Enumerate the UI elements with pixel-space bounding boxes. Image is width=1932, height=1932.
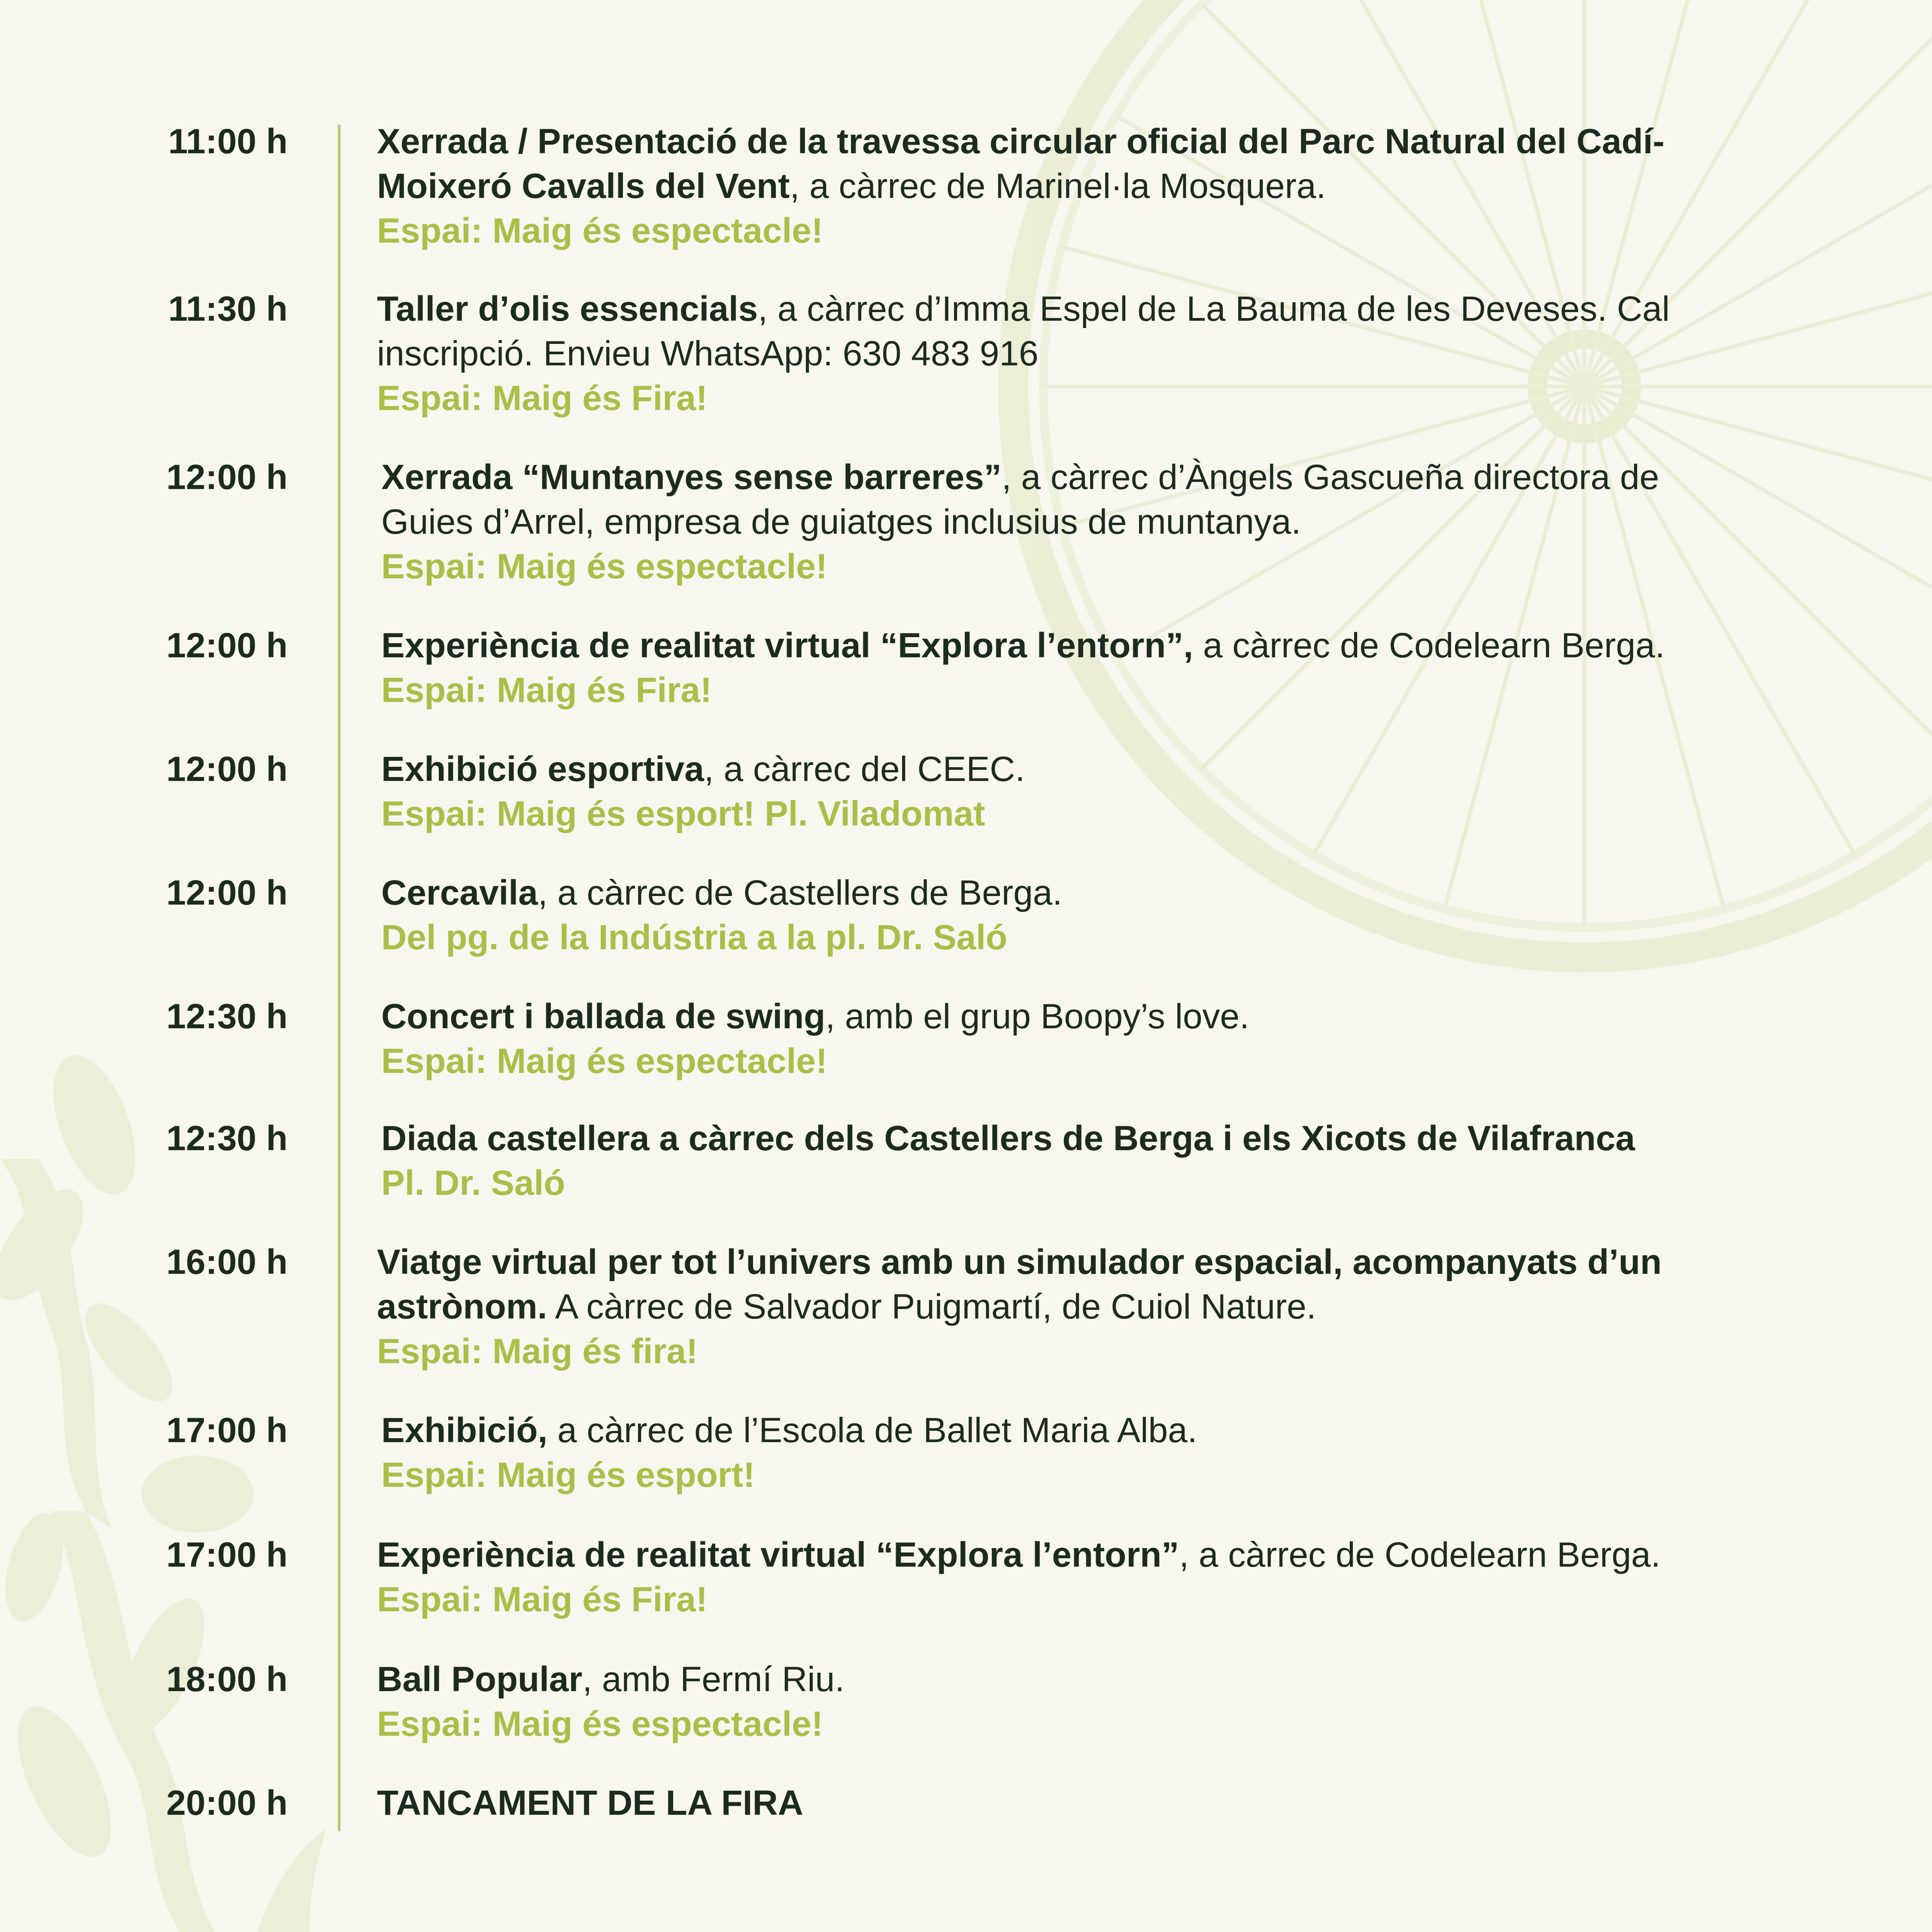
entry-location: Espai: Maig és espectacle!	[377, 211, 823, 250]
entry-title: Xerrada “Muntanyes sense barreres”	[381, 458, 1002, 497]
entry-title: Experiència de realitat virtual “Explora l’entorn”,	[381, 626, 1194, 665]
entry-description	[377, 1533, 1729, 1622]
entry-description	[381, 994, 1734, 1084]
entry-location: Pl. Dr. Saló	[381, 1163, 565, 1203]
entry-description	[377, 1781, 1729, 1826]
entry-location: Espai: Maig és Fira!	[377, 1580, 708, 1619]
entry-title: Taller d’olis essencials	[377, 289, 758, 328]
entry-description	[381, 455, 1734, 589]
entry-description	[381, 1116, 1734, 1206]
entry-description	[377, 1657, 1729, 1747]
entry-description	[381, 1408, 1734, 1498]
entry-text: , a càrrec d’Imma Espel de La Bauma de les Deveses. Cal inscripció. Envieu WhatsApp: 630 483 916	[377, 289, 1670, 373]
entry-title: Concert i ballada de swing	[381, 997, 826, 1036]
entry-time: 11:00 h	[168, 122, 288, 161]
entry-location: Espai: Maig és espectacle!	[381, 1042, 828, 1081]
entry-location: Espai: Maig és fira!	[377, 1332, 698, 1371]
entry-text: , amb el grup Boopy’s love.	[825, 997, 1249, 1036]
entry-title: TANCAMENT DE LA FIRA	[377, 1783, 804, 1823]
entry-description	[377, 1240, 1729, 1374]
entry-time: 18:00 h	[166, 1660, 288, 1699]
entry-text: , amb Fermí Riu.	[582, 1660, 844, 1699]
entry-title: Experiència de realitat virtual “Explora l’entorn”	[377, 1535, 1179, 1574]
entry-time: 12:00 h	[166, 750, 288, 789]
entry-text: , a càrrec de Codelearn Berga.	[1179, 1535, 1661, 1574]
entry-location: Espai: Maig és espectacle!	[381, 547, 828, 586]
entry-location: Espai: Maig és espectacle!	[377, 1704, 823, 1744]
entry-location: Espai: Maig és esport! Pl. Viladomat	[381, 794, 985, 833]
entry-title: Ball Popular	[377, 1660, 583, 1699]
entry-time: 12:30 h	[166, 1119, 288, 1158]
entry-location: Espai: Maig és Fira!	[381, 671, 712, 710]
entry-time: 17:00 h	[166, 1535, 288, 1574]
entry-description	[381, 871, 1734, 960]
entry-description	[381, 747, 1734, 836]
entry-title: Diada castellera a càrrec dels Castellers de Berga i els Xicots de Vilafranca	[381, 1119, 1635, 1158]
entry-title: Xerrada / Presentació de la travessa circular oficial del Parc Natural del Cadí-Moixeró Cavalls del Vent	[377, 122, 1665, 206]
entry-location: Espai: Maig és esport!	[381, 1455, 755, 1495]
entry-text: , a càrrec de Castellers de Berga.	[538, 873, 1063, 912]
entry-time: 12:30 h	[166, 997, 288, 1036]
entry-time: 12:00 h	[166, 458, 288, 497]
entry-location: Del pg. de la Indústria a la pl. Dr. Saló	[381, 918, 1008, 957]
entry-title: Exhibició esportiva	[381, 750, 704, 789]
entry-description	[377, 287, 1729, 421]
entry-location: Espai: Maig és Fira!	[377, 379, 708, 418]
entry-text: , a càrrec d’Àngels Gascueña directora de Guies d’Arrel, empresa de guiatges inclusius de muntanya.	[381, 458, 1659, 541]
entry-text: a càrrec de Codelearn Berga.	[1193, 626, 1665, 665]
entry-text: , a càrrec del CEEC.	[704, 750, 1025, 789]
entry-description	[381, 623, 1734, 713]
entry-time: 11:30 h	[168, 289, 288, 328]
entry-time: 12:00 h	[166, 873, 288, 912]
entry-time: 12:00 h	[166, 626, 288, 665]
entry-text: A càrrec de Salvador Puigmartí, de Cuiol Nature.	[547, 1287, 1316, 1326]
timeline-divider	[338, 125, 340, 1831]
entry-text: a càrrec de l’Escola de Ballet Maria Alba.	[547, 1411, 1197, 1450]
entry-title: Exhibició,	[381, 1411, 548, 1450]
entry-time: 17:00 h	[166, 1411, 288, 1450]
entry-description	[377, 119, 1729, 253]
entry-title: Viatge virtual per tot l’univers amb un simulador espacial, acompanyats d’un astrònom.	[377, 1242, 1662, 1326]
entry-time: 20:00 h	[166, 1783, 288, 1823]
entry-text: , a càrrec de Marinel·la Mosquera.	[790, 167, 1326, 206]
entry-time: 16:00 h	[166, 1242, 288, 1282]
entry-title: Cercavila	[381, 873, 538, 912]
